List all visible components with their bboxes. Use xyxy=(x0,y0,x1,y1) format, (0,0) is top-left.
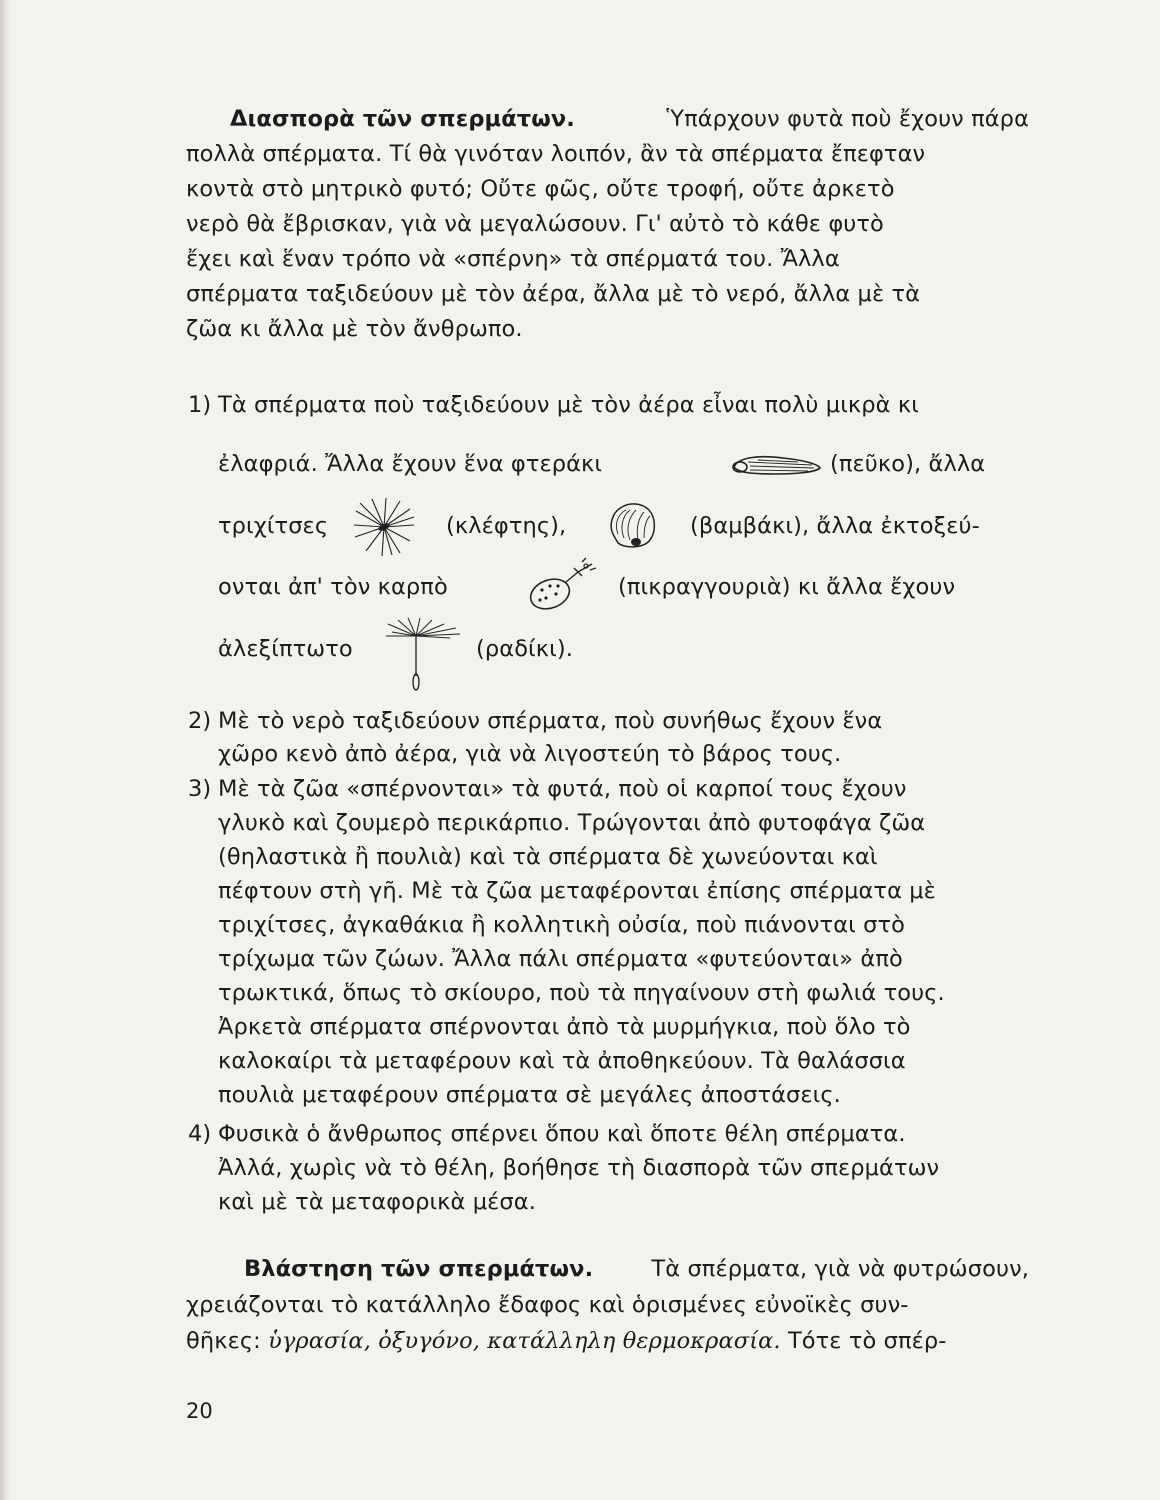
item1-line: Τὰ σπέρματα ποὺ ταξιδεύουν μὲ τὸν ἀέρα εἶναι πολὺ μικρὰ κι xyxy=(218,392,919,418)
section1-line: ἔχει καὶ ἕναν τρόπο νὰ «σπέρνη» τὰ σπέρματά του. Ἄλλα xyxy=(186,246,840,272)
item2-line: Μὲ τὸ νερὸ ταξιδεύουν σπέρματα, ποὺ συνήθως ἔχουν ἕνα xyxy=(218,708,883,734)
item4-line: Φυσικὰ ὁ ἄνθρωπος σπέρνει ὅπου καὶ ὅποτε θέλη σπέρματα. xyxy=(218,1121,906,1147)
item1-line: (βαμβάκι), ἄλλα ἐκτοξεύ- xyxy=(690,513,980,539)
page-number: 20 xyxy=(186,1399,213,1423)
section1-line: κοντὰ στὸ μητρικὸ φυτό; Οὔτε φῶς, οὔτε τροφή, οὔτε ἀρκετὸ xyxy=(186,176,895,202)
item3-line: Μὲ τὰ ζῶα «σπέρνονται» τὰ φυτά, ποὺ οἱ καρποί τους ἔχουν xyxy=(218,776,907,802)
item4-number: 4) xyxy=(188,1121,212,1147)
item3-line: γλυκὸ καὶ ζουμερὸ περικάρπιο. Τρώγονται ἀπὸ φυτοφάγα ζῶα xyxy=(218,810,926,836)
pine-seed-wing-illustration xyxy=(728,452,824,478)
item3-line: καλοκαίρι τὰ μεταφέρουν καὶ τὰ ἀποθηκεύουν. Τὰ θαλάσσια xyxy=(218,1048,906,1074)
item1-line: (κλέφτης), xyxy=(446,513,567,539)
section1-heading: Διασπορὰ τῶν σπερμάτων. xyxy=(230,106,575,132)
item1-line: ἐλαφριά. Ἄλλα ἔχουν ἕνα φτεράκι xyxy=(218,451,603,477)
item2-line: χῶρο κενὸ ἀπὸ ἀέρα, γιὰ νὰ λιγοστεύη τὸ βάρος τους. xyxy=(218,741,842,767)
section2-italic-conditions: ὑγρασία, ὀξυγόνο, κατάλληλη θερμοκρασία. xyxy=(268,1328,781,1354)
section1-line: πολλὰ σπέρματα. Τί θὰ γινόταν λοιπόν, ἂν τὰ σπέρματα ἔπεφταν xyxy=(186,141,926,167)
item3-line: Ἀρκετὰ σπέρματα σπέρνονται ἀπὸ τὰ μυρμήγκια, ποὺ ὅλο τὸ xyxy=(218,1014,911,1040)
section2-line: θῆκες: ὑγρασία, ὀξυγόνο, κατάλληλη θερμοκρασία. Τότε τὸ σπέρ- xyxy=(186,1328,947,1354)
section2-line: χρειάζονται τὸ κατάλληλο ἔδαφος καὶ ὁρισμένες εὐνοϊκὲς συν- xyxy=(186,1292,909,1318)
item1-line: ονται ἀπ' τὸν καρπὸ xyxy=(218,574,448,600)
item1-line: ἀλεξίπτωτο xyxy=(218,636,353,662)
item3-line: πέφτουν στὴ γῆ. Μὲ τὰ ζῶα μεταφέρονται ἐπίσης σπέρματα μὲ xyxy=(218,878,936,904)
item1-line: (ραδίκι). xyxy=(476,636,573,662)
item3-line: τριχίτσες, ἀγκαθάκια ἢ κολλητικὴ οὐσία, ποὺ πιάνονται στὸ xyxy=(218,912,905,938)
section2-line: Τὰ σπέρματα, γιὰ νὰ φυτρώσουν, xyxy=(651,1256,1029,1282)
section1-first-line xyxy=(230,102,1029,136)
item1-line: (πικραγγουριὰ) κι ἄλλα ἔχουν xyxy=(618,574,956,600)
section2-heading: Βλάστηση τῶν σπερμάτων. xyxy=(244,1256,594,1282)
squirting-cucumber-illustration xyxy=(520,556,600,620)
thistle-seed-illustration xyxy=(352,497,416,557)
item2-number: 2) xyxy=(188,708,212,734)
dandelion-seed-illustration xyxy=(384,616,464,692)
item4-line: Ἀλλά, χωρὶς νὰ τὸ θέλη, βοήθησε τὴ διασπορὰ τῶν σπερμάτων xyxy=(218,1155,940,1181)
item3-line: τρωκτικά, ὅπως τὸ σκίουρο, ποὺ τὰ πηγαίνουν στὴ φωλιά τους. xyxy=(218,980,945,1006)
item1-line: (πεῦκο), ἄλλα xyxy=(830,451,986,477)
section2-first-line xyxy=(244,1252,1029,1286)
item1-number: 1) xyxy=(188,392,212,418)
item4-line: καὶ μὲ τὰ μεταφορικὰ μέσα. xyxy=(218,1189,536,1215)
page-edge xyxy=(0,0,10,1500)
item3-line: πουλιὰ μεταφέρουν σπέρματα σὲ μεγάλες ἀποστάσεις. xyxy=(218,1082,841,1108)
item1-line: τριχίτσες xyxy=(218,513,329,539)
item3-line: τρίχωμα τῶν ζώων. Ἄλλα πάλι σπέρματα «φυτεύονται» ἀπὸ xyxy=(218,946,903,972)
cotton-seed-illustration xyxy=(606,500,658,552)
section1-line: νερὸ θὰ ἔβρισκαν, γιὰ νὰ μεγαλώσουν. Γι' αὐτὸ τὸ κάθε φυτὸ xyxy=(186,211,884,237)
section1-line: σπέρματα ταξιδεύουν μὲ τὸν ἀέρα, ἄλλα μὲ τὸ νερό, ἄλλα μὲ τὰ xyxy=(186,281,921,307)
item3-line: (θηλαστικὰ ἢ πουλιὰ) καὶ τὰ σπέρματα δὲ χωνεύονται καὶ xyxy=(218,844,878,870)
section1-line: Ὑπάρχουν φυτὰ ποὺ ἔχουν πάρα xyxy=(666,106,1029,132)
section1-line: ζῶα κι ἄλλα μὲ τὸν ἄνθρωπο. xyxy=(186,316,523,342)
item3-number: 3) xyxy=(188,776,212,802)
